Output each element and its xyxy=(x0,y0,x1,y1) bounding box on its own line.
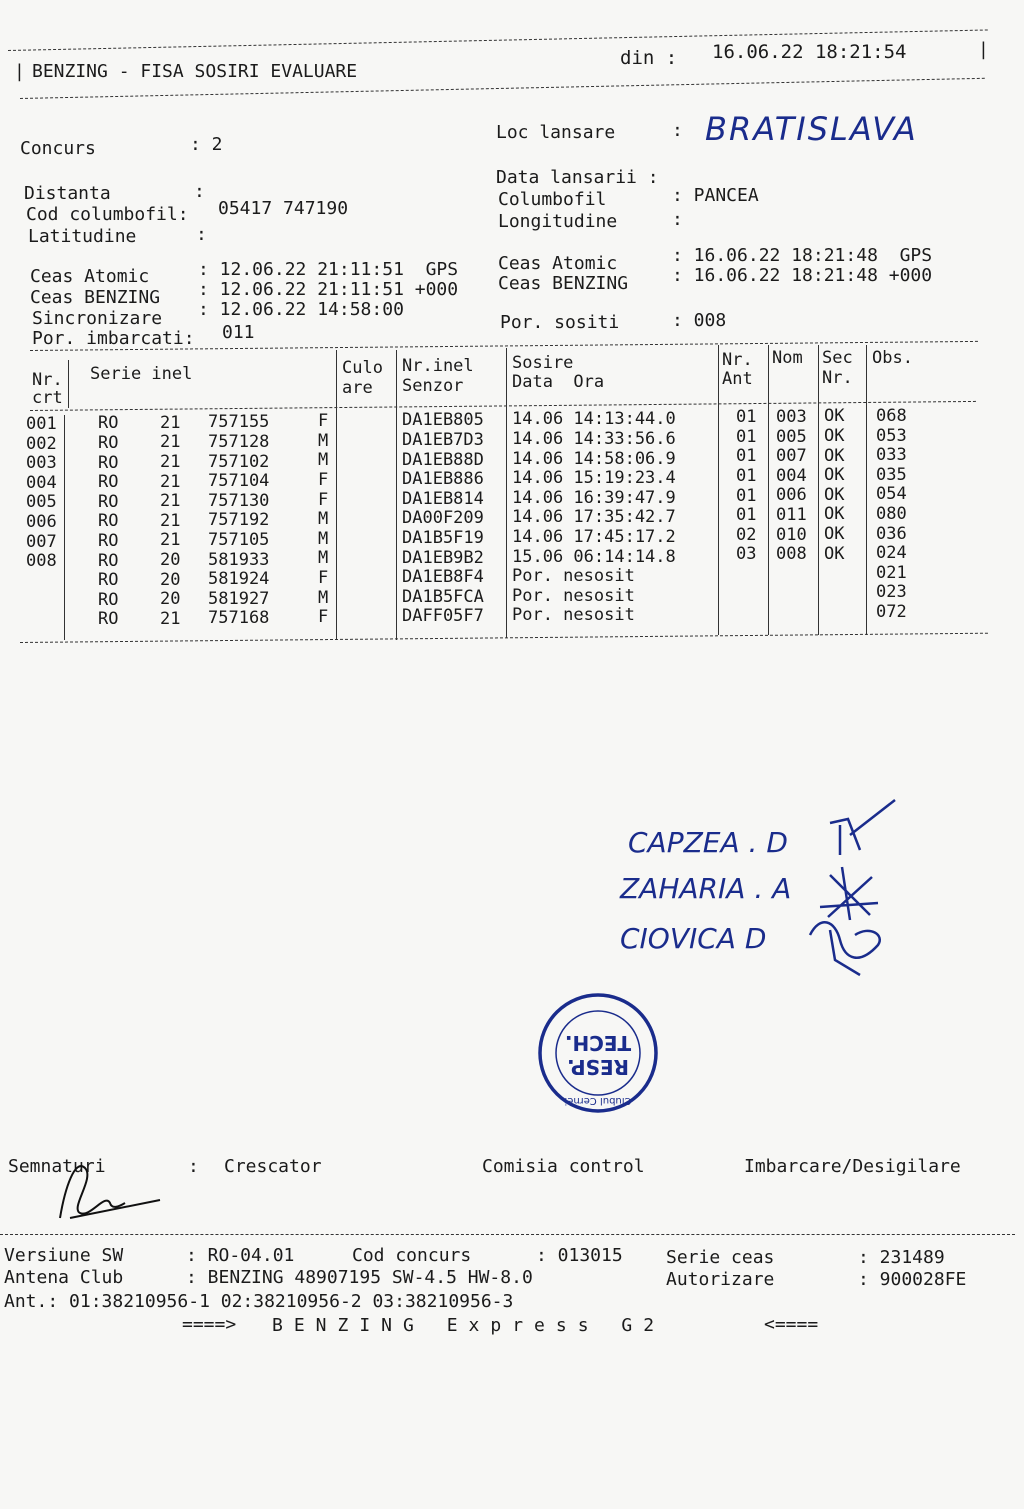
ceas-benzing-right-label: Ceas BENZING xyxy=(498,273,629,294)
table-bottom-rule xyxy=(20,633,988,643)
table-cell-crt: 006 xyxy=(26,512,57,533)
semnatura-comisia: Comisia control xyxy=(482,1156,645,1177)
col-divider xyxy=(336,350,337,640)
table-cell-tara: RO xyxy=(98,511,119,532)
antena-club-value: : BENZING 48907195 SW-4.5 HW-8.0 xyxy=(186,1267,533,1288)
footer-brand: BENZING Express G2 xyxy=(272,1315,666,1336)
table-cell-ant: 02 xyxy=(736,524,757,545)
col-divider xyxy=(68,360,69,408)
table-cell-inel: 581927 xyxy=(208,588,270,609)
table-cell-nom: 004 xyxy=(776,465,807,486)
table-cell-sec: OK xyxy=(824,504,845,525)
signature-name-1: CAPZEA . D xyxy=(628,826,788,859)
table-cell-tara: RO xyxy=(98,570,119,591)
table-cell-tara: RO xyxy=(98,452,119,473)
signature-scribbles xyxy=(800,795,900,990)
columbofil-value: : PANCEA xyxy=(672,185,759,206)
col-divider xyxy=(768,345,769,635)
antenna-serials: Ant.: 01:38210956-1 02:38210956-2 03:38210956-3 xyxy=(4,1291,514,1312)
table-cell-crt: 003 xyxy=(26,453,57,474)
table-cell-sec: OK xyxy=(824,543,845,564)
table-cell-ant: 01 xyxy=(736,426,757,447)
serie-ceas-label: Serie ceas xyxy=(666,1247,775,1268)
table-cell-an: 20 xyxy=(160,589,181,610)
ceas-atomic-right-label: Ceas Atomic xyxy=(498,253,618,274)
table-cell-tara: RO xyxy=(98,609,119,630)
table-cell-nom: 007 xyxy=(776,446,807,467)
table-cell-inel: 581924 xyxy=(208,569,270,590)
table-cell-crt: 001 xyxy=(26,414,57,435)
antena-club-label: Antena Club xyxy=(4,1267,124,1288)
longitudine-label: Longitudine xyxy=(498,211,618,232)
cod-columbofil-value: 05417 747190 xyxy=(218,198,349,219)
ceas-benzing-left-label: Ceas BENZING xyxy=(30,287,161,308)
table-cell-nom: 010 xyxy=(776,524,807,545)
table-cell-an: 21 xyxy=(160,412,181,433)
imbarcati-label: Por. imbarcati: xyxy=(32,328,195,349)
imbarcati-value: 011 xyxy=(222,322,255,343)
col-divider xyxy=(718,345,719,635)
versiune-sw-label: Versiune SW xyxy=(4,1245,124,1266)
concurs-label: Concurs xyxy=(20,138,96,159)
table-cell-an: 21 xyxy=(160,471,181,492)
col-header-obs: Obs. xyxy=(872,348,913,368)
ceas-benzing-left-value: : 12.06.22 21:11:51 +000 xyxy=(198,279,459,300)
footer-arrow-left: ====> xyxy=(182,1314,237,1335)
table-cell-inel: 757128 xyxy=(208,431,270,452)
signature-name-2: ZAHARIA . A xyxy=(620,872,792,905)
table-cell-sex: M xyxy=(318,548,329,569)
table-cell-inel: 757105 xyxy=(208,529,270,550)
table-cell-sec: OK xyxy=(824,406,845,427)
table-cell-sex: M xyxy=(318,430,329,451)
ceas-atomic-right-value: : 16.06.22 18:21:48 GPS xyxy=(672,245,933,266)
semnatura-imbarcare: Imbarcare/Desigilare xyxy=(744,1156,961,1177)
table-cell-senzor: DA1EB88D xyxy=(402,449,484,470)
stamp-ring-text: Clubul Cernei xyxy=(564,1095,632,1106)
semnaturi-label: Semnaturi xyxy=(8,1156,106,1177)
table-cell-senzor: DA1B5F19 xyxy=(402,528,484,549)
header-din-label: din : xyxy=(620,47,678,69)
col-divider xyxy=(64,415,65,640)
table-cell-sosire: 14.06 14:58:06.9 xyxy=(512,448,676,469)
table-cell-sec: OK xyxy=(824,465,845,486)
table-cell-ant: 01 xyxy=(736,505,757,526)
table-cell-senzor: DA1EB814 xyxy=(402,488,484,509)
longitudine-value: : xyxy=(672,209,683,230)
sincronizare-value: : 12.06.22 14:58:00 xyxy=(198,299,404,320)
table-cell-tara: RO xyxy=(98,491,119,512)
table-cell-inel: 757168 xyxy=(208,608,270,629)
table-cell-nom: 003 xyxy=(776,406,807,427)
semnaturi-separator: : xyxy=(188,1156,199,1177)
table-cell-obs: 072 xyxy=(876,601,907,622)
sincronizare-label: Sincronizare xyxy=(32,308,163,329)
table-cell-sosire: 15.06 06:14:14.8 xyxy=(512,546,676,567)
table-cell-nom: 006 xyxy=(776,485,807,506)
col-divider xyxy=(506,348,507,638)
table-cell-crt: 007 xyxy=(26,531,57,552)
table-cell-tara: RO xyxy=(98,413,119,434)
table-cell-ant: 01 xyxy=(736,485,757,506)
col-divider xyxy=(866,345,867,635)
table-cell-sec: OK xyxy=(824,524,845,545)
stamp-text-resp: RESP. xyxy=(566,1055,630,1079)
table-cell-crt: 002 xyxy=(26,433,57,454)
table-cell-sex: F xyxy=(318,607,329,628)
ceas-atomic-left-value: : 12.06.22 21:11:51 GPS xyxy=(198,259,459,280)
table-cell-sex: M xyxy=(318,528,329,549)
table-cell-crt: 005 xyxy=(26,492,57,513)
table-cell-obs: 053 xyxy=(876,425,907,446)
distanta-value: : xyxy=(194,181,205,202)
table-cell-ant: 01 xyxy=(736,466,757,487)
table-cell-senzor: DA00F209 xyxy=(402,508,484,529)
table-cell-sec: OK xyxy=(824,445,845,466)
col-header-ant: Ant xyxy=(722,369,753,389)
table-cell-nom: 005 xyxy=(776,426,807,447)
concurs-value: : 2 xyxy=(190,134,223,155)
table-cell-obs: 080 xyxy=(876,503,907,524)
latitudine-label: Latitudine xyxy=(28,226,137,247)
table-cell-an: 21 xyxy=(160,432,181,453)
table-cell-crt: 004 xyxy=(26,472,57,493)
table-cell-inel: 757130 xyxy=(208,490,270,511)
table-cell-sosire: Por. nesosit xyxy=(512,585,635,606)
table-cell-senzor: DAFF05F7 xyxy=(402,606,484,627)
table-cell-sosire: 14.06 17:35:42.7 xyxy=(512,507,676,528)
table-cell-an: 20 xyxy=(160,569,181,590)
table-cell-ant: 01 xyxy=(736,407,757,428)
col-header-culo: Culo xyxy=(342,358,383,378)
table-cell-an: 21 xyxy=(160,608,181,629)
autorizare-value: : 900028FE xyxy=(858,1269,967,1290)
table-cell-senzor: DA1EB8F4 xyxy=(402,567,484,588)
table-cell-sosire: Por. nesosit xyxy=(512,566,635,587)
table-cell-obs: 021 xyxy=(876,562,907,583)
semnatura-crescator: Crescator xyxy=(224,1156,322,1177)
col-header-nr: Nr. xyxy=(32,370,63,390)
table-cell-sosire: 14.06 17:45:17.2 xyxy=(512,527,676,548)
loc-lansare-handwritten: BRATISLAVA xyxy=(705,110,918,148)
col-header-crt: crt xyxy=(32,388,63,408)
table-cell-tara: RO xyxy=(98,550,119,571)
latitudine-value: : xyxy=(196,224,207,245)
col-header-nrinel: Nr.inel xyxy=(402,356,474,376)
table-cell-an: 21 xyxy=(160,530,181,551)
table-cell-sosire: 14.06 14:33:56.6 xyxy=(512,429,676,450)
col-header-senzor: Senzor xyxy=(402,376,464,396)
header-left-bar: | xyxy=(14,61,25,82)
col-header-nr-ant: Nr. xyxy=(722,350,753,370)
table-cell-sex: M xyxy=(318,509,329,530)
col-header-are: are xyxy=(342,378,373,398)
table-cell-sosire: 14.06 14:13:44.0 xyxy=(512,409,676,430)
col-header-sec: Sec xyxy=(822,348,853,368)
table-cell-tara: RO xyxy=(98,432,119,453)
table-cell-obs: 035 xyxy=(876,464,907,485)
table-cell-sex: M xyxy=(318,450,329,471)
table-cell-ant: 03 xyxy=(736,544,757,565)
header-title: BENZING - FISA SOSIRI EVALUARE xyxy=(32,61,358,82)
header-right-bar: | xyxy=(978,39,989,60)
col-header-serie: Serie inel xyxy=(90,364,193,384)
col-divider xyxy=(396,350,397,640)
versiune-sw-value: : RO-04.01 xyxy=(186,1245,295,1266)
table-cell-obs: 024 xyxy=(876,543,907,564)
table-cell-sec: OK xyxy=(824,426,845,447)
table-cell-senzor: DA1B5FCA xyxy=(402,586,484,607)
table-cell-senzor: DA1EB805 xyxy=(402,410,484,431)
col-header-sec-nr: Nr. xyxy=(822,368,853,388)
table-cell-nom: 008 xyxy=(776,544,807,565)
table-cell-an: 21 xyxy=(160,451,181,472)
table-cell-inel: 757104 xyxy=(208,471,270,492)
columbofil-label: Columbofil xyxy=(498,189,607,210)
ceas-atomic-left-label: Ceas Atomic xyxy=(30,266,150,287)
table-cell-tara: RO xyxy=(98,589,119,610)
cod-concurs-label: Cod concurs xyxy=(352,1245,472,1266)
col-header-nom: Nom xyxy=(772,348,803,368)
table-cell-inel: 757192 xyxy=(208,510,270,531)
header-din-value: 16.06.22 18:21:54 xyxy=(712,41,907,63)
signature-name-3: CIOVICA D xyxy=(620,922,767,955)
table-cell-ant: 01 xyxy=(736,446,757,467)
table-cell-sosire: Por. nesosit xyxy=(512,605,635,626)
table-cell-senzor: DA1EB7D3 xyxy=(402,430,484,451)
data-lansarii-label: Data lansarii : xyxy=(496,167,659,188)
table-cell-senzor: DA1EB9B2 xyxy=(402,547,484,568)
table-cell-obs: 023 xyxy=(876,582,907,603)
table-cell-sex: F xyxy=(318,470,329,491)
table-cell-sex: F xyxy=(318,411,329,432)
table-cell-an: 21 xyxy=(160,510,181,531)
table-cell-inel: 757155 xyxy=(208,412,270,433)
ceas-benzing-right-value: : 16.06.22 18:21:48 +000 xyxy=(672,265,933,286)
club-stamp xyxy=(535,990,661,1116)
col-header-sosire: Sosire xyxy=(512,353,574,373)
cod-concurs-value: : 013015 xyxy=(536,1245,623,1266)
footer-arrow-right: <==== xyxy=(764,1314,819,1335)
table-cell-sosire: 14.06 16:39:47.9 xyxy=(512,487,676,508)
table-cell-sec: OK xyxy=(824,484,845,505)
table-cell-sex: F xyxy=(318,568,329,589)
table-cell-sex: F xyxy=(318,489,329,510)
table-cell-sosire: 14.06 15:19:23.4 xyxy=(512,468,676,489)
table-cell-senzor: DA1EB886 xyxy=(402,469,484,490)
table-cell-inel: 581933 xyxy=(208,549,270,570)
loc-lansare-label: Loc lansare xyxy=(496,122,616,143)
table-cell-obs: 033 xyxy=(876,445,907,466)
cod-columbofil-label: Cod columbofil: xyxy=(26,204,189,225)
serie-ceas-value: : 231489 xyxy=(858,1247,945,1268)
table-cell-an: 21 xyxy=(160,491,181,512)
table-cell-tara: RO xyxy=(98,472,119,493)
footer-rule xyxy=(0,1234,1015,1235)
table-cell-obs: 054 xyxy=(876,484,907,505)
stamp-text-tech: TECH. xyxy=(564,1031,632,1055)
table-cell-an: 20 xyxy=(160,549,181,570)
por-sositi-value: : 008 xyxy=(672,310,727,331)
table-cell-sex: M xyxy=(318,587,329,608)
loc-lansare-value: : xyxy=(672,120,683,141)
distanta-label: Distanta xyxy=(24,183,111,204)
col-header-data-ora: Data Ora xyxy=(512,372,605,392)
table-cell-crt: 008 xyxy=(26,551,57,572)
table-cell-nom: 011 xyxy=(776,504,807,525)
crescator-signature xyxy=(50,1148,170,1228)
table-cell-inel: 757102 xyxy=(208,451,270,472)
table-cell-obs: 036 xyxy=(876,523,907,544)
table-cell-obs: 068 xyxy=(876,405,907,426)
autorizare-label: Autorizare xyxy=(666,1269,775,1290)
por-sositi-label: Por. sositi xyxy=(500,312,620,333)
col-divider xyxy=(818,345,819,635)
table-cell-tara: RO xyxy=(98,530,119,551)
